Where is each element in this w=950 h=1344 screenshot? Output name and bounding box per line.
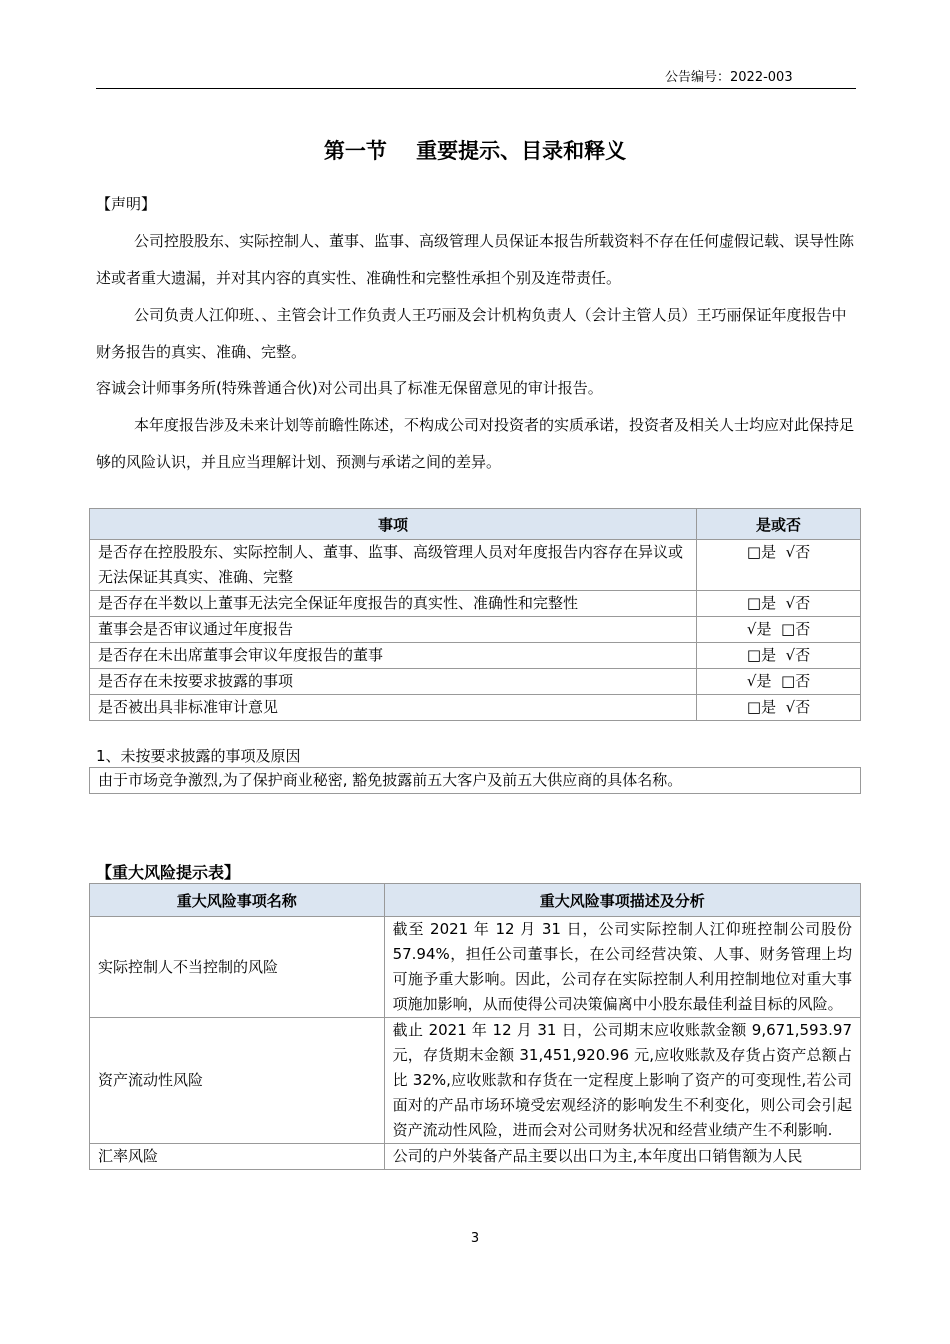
table-row [90, 1144, 861, 1170]
table-row [90, 768, 861, 794]
matter-answer: □是 √否 [697, 643, 861, 669]
table-row [90, 917, 861, 1018]
table-row [90, 591, 861, 617]
matter-answer: □是 √否 [697, 591, 861, 617]
matters-table [89, 508, 861, 721]
statement-label: 【声明】 [96, 195, 157, 213]
matters-table-header [90, 509, 861, 540]
risk-header-desc: 重大风险事项描述及分析 [384, 884, 860, 917]
risk-table-title: 【重大风险提示表】 [96, 863, 241, 882]
risk-table [89, 883, 861, 1170]
document-number: 公告编号：2022-003 [665, 70, 793, 85]
statement-paragraph-2: 公司负责人江仰班、、主管会计工作负责人王巧丽及会计机构负责人（会计主管人员）王巧丽保证年度报告中财务报告的真实、准确、完整。 [96, 306, 847, 361]
matter-item: 是否被出具非标准审计意见 [90, 695, 697, 721]
matter-item: 是否存在未出席董事会审议年度报告的董事 [90, 643, 697, 669]
page-number: 3 [470, 1231, 480, 1246]
header-divider [96, 88, 856, 89]
table-row [90, 1018, 861, 1144]
matter-item: 是否存在未按要求披露的事项 [90, 669, 697, 695]
matter-answer: □是 √否 [697, 540, 861, 591]
table-row [90, 643, 861, 669]
risk-name: 实际控制人不当控制的风险 [90, 917, 385, 1018]
risk-name: 资产流动性风险 [90, 1018, 385, 1144]
matter-answer: □是 √否 [697, 695, 861, 721]
table-row [90, 669, 861, 695]
matter-item: 是否存在控股股东、实际控制人、董事、监事、高级管理人员对年度报告内容存在异议或无法保证其真实、准确、完整 [90, 540, 697, 591]
statement-paragraph-4: 本年度报告涉及未来计划等前瞻性陈述，不构成公司对投资者的实质承诺，投资者及相关人士均应对此保持足够的风险认识，并且应当理解计划、预测与承诺之间的差异。 [96, 416, 855, 471]
risk-table-header [90, 884, 861, 917]
risk-header-name: 重大风险事项名称 [90, 884, 385, 917]
table-row [90, 695, 861, 721]
risk-description: 公司的户外装备产品主要以出口为主,本年度出口销售额为人民 [384, 1144, 860, 1170]
matters-header-item: 事项 [90, 509, 697, 540]
matter-answer: √是 □否 [697, 669, 861, 695]
matter-item: 是否存在半数以上董事无法完全保证年度报告的真实性、准确性和完整性 [90, 591, 697, 617]
risk-description: 截至 2021 年 12 月 31 日，公司实际控制人江仰班控制公司股份 57.94%，担任公司董事长，在公司经营决策、人事、财务管理上均可施予重大影响。因此，公司存在实际控制人利用控制地位对重大事项施加影响，从而使得公司决策偏离中小股东最佳利益目标的风险。 [384, 917, 860, 1018]
undisclosed-reason: 由于市场竞争激烈,为了保护商业秘密, 豁免披露前五大客户及前五大供应商的具体名称。 [90, 768, 861, 794]
section-title: 第一节 重要提示、目录和释义 [323, 139, 627, 163]
risk-name: 汇率风险 [90, 1144, 385, 1170]
table-row [90, 540, 861, 591]
matters-header-answer: 是或否 [697, 509, 861, 540]
table-row [90, 617, 861, 643]
matter-item: 董事会是否审议通过年度报告 [90, 617, 697, 643]
statement-paragraph-1: 公司控股股东、实际控制人、董事、监事、高级管理人员保证本报告所载资料不存在任何虚假记载、误导性陈述或者重大遗漏，并对其内容的真实性、准确性和完整性承担个别及连带责任。 [96, 232, 855, 287]
undisclosed-title: 1、未按要求披露的事项及原因 [96, 747, 301, 765]
undisclosed-reason-table [89, 767, 861, 794]
statement-paragraph-3: 容诚会计师事务所(特殊普通合伙)对公司出具了标准无保留意见的审计报告。 [96, 379, 603, 397]
risk-description: 截止 2021 年 12 月 31 日，公司期末应收账款金额 9,671,593.97 元，存货期末金额 31,451,920.96 元,应收账款及存货占资产总额占比 32%,应收账款和存货在一定程度上影响了资产的可变现性,若公司面对的产品市场环境受宏观经济的影响发生不利变化，则公司会引起资产流动性风险，进而会对公司财务状况和经营业绩产生不利影响. [384, 1018, 860, 1144]
matter-answer: √是 □否 [697, 617, 861, 643]
